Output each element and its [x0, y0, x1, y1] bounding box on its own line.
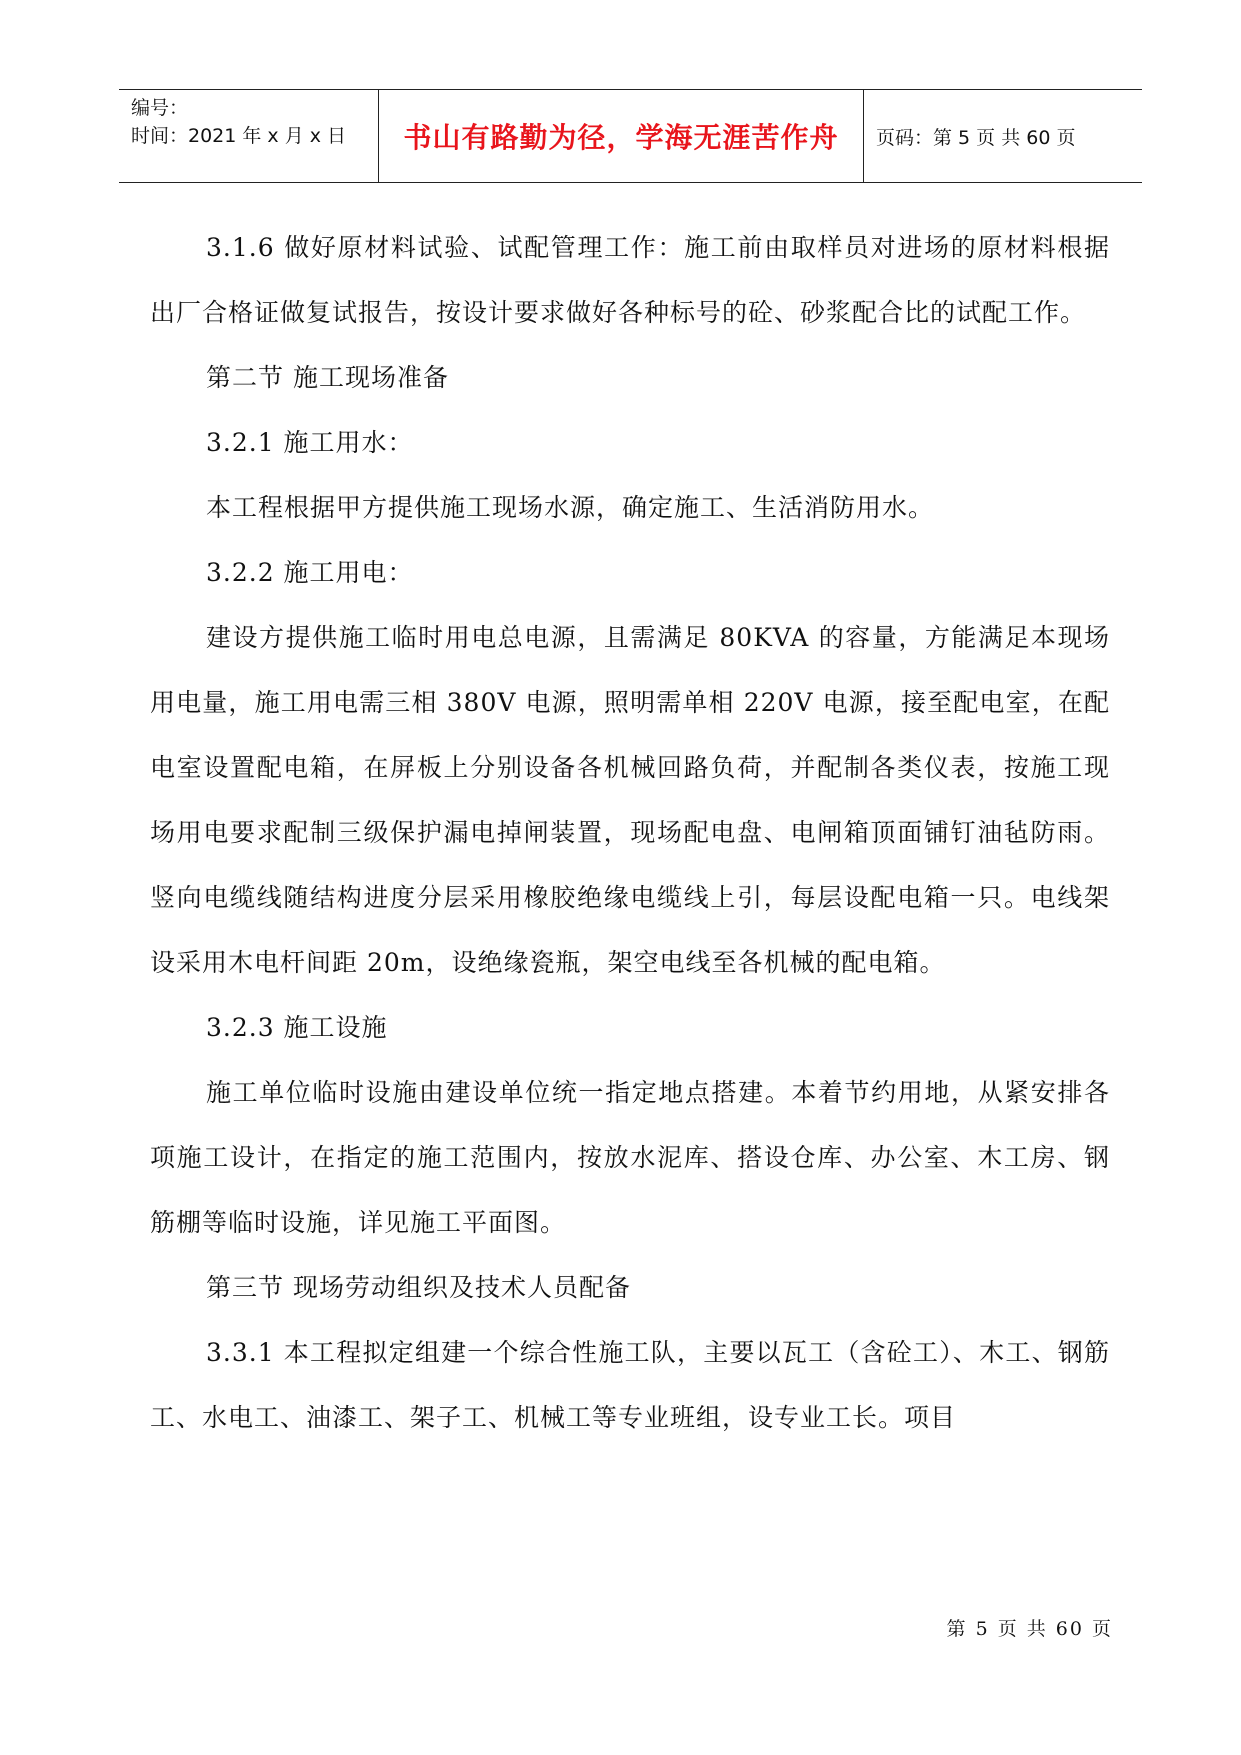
section-heading-3: 第三节 现场劳动组织及技术人员配备 [206, 1273, 631, 1302]
section-heading-2: 第二节 施工现场准备 [206, 363, 449, 392]
page-footer: 第 5 页 共 60 页 [946, 1618, 1113, 1640]
page-header [119, 89, 1142, 183]
header-motto-cell [379, 90, 864, 182]
paragraph-water: 本工程根据甲方提供施工现场水源，确定施工、生活消防用水。 [206, 493, 935, 522]
paragraph-facilities: 施工单位临时设施由建设单位统一指定地点搭建。本着节约用地，从紧安排各项施工设计，在指定的施工范围内，按放水泥库、搭设仓库、办公室、木工房、钢筋棚等临时设施，详见施工平面图。 [150, 1078, 1110, 1237]
header-page-info: 页码：第 5 页 共 60 页 [876, 126, 1076, 149]
header-motto: 书山有路勤为径，学海无涯苦作舟 [403, 121, 839, 154]
subheading-3-2-2: 3.2.2 施工用电： [206, 558, 414, 587]
paragraph-3-3-1: 3.3.1 本工程拟定组建一个综合性施工队，主要以瓦工（含砼工）、木工、钢筋工、水电工、油漆工、架子工、机械工等专业班组，设专业工长。项目 [150, 1338, 1110, 1432]
paragraph-electricity: 建设方提供施工临时用电总电源，且需满足 80KVA 的容量，方能满足本现场用电量，施工用电需三相 380V 电源，照明需单相 220V 电源，接至配电室，在配电室设置配电箱，在屏板上分别设备各机械回路负荷，并配制各类仪表，按施工现场用电要求配制三级保护漏电掉闸装置，现场配电盘、电闸箱顶面铺钉油毡防雨。竖向电缆线随结构进度分层采用橡胶绝缘电缆线上引，每层设配电箱一只。电线架设采用木电杆间距 20m，设绝缘瓷瓶，架空电线至各机械的配电箱。 [150, 623, 1110, 977]
subheading-3-2-1: 3.2.1 施工用水： [206, 428, 414, 457]
document-body [150, 215, 1110, 1450]
subheading-3-2-3: 3.2.3 施工设施 [206, 1013, 388, 1042]
document-time: 时间：2021 年 x 月 x 日 [131, 125, 347, 147]
document-number-label: 编号： [131, 97, 189, 119]
header-page-info-cell [864, 90, 1142, 182]
paragraph-3-1-6: 3.1.6 做好原材料试验、试配管理工作：施工前由取样员对进场的原材料根据出厂合格证做复试报告，按设计要求做好各种标号的砼、砂浆配合比的试配工作。 [150, 233, 1110, 327]
header-meta [119, 90, 379, 182]
